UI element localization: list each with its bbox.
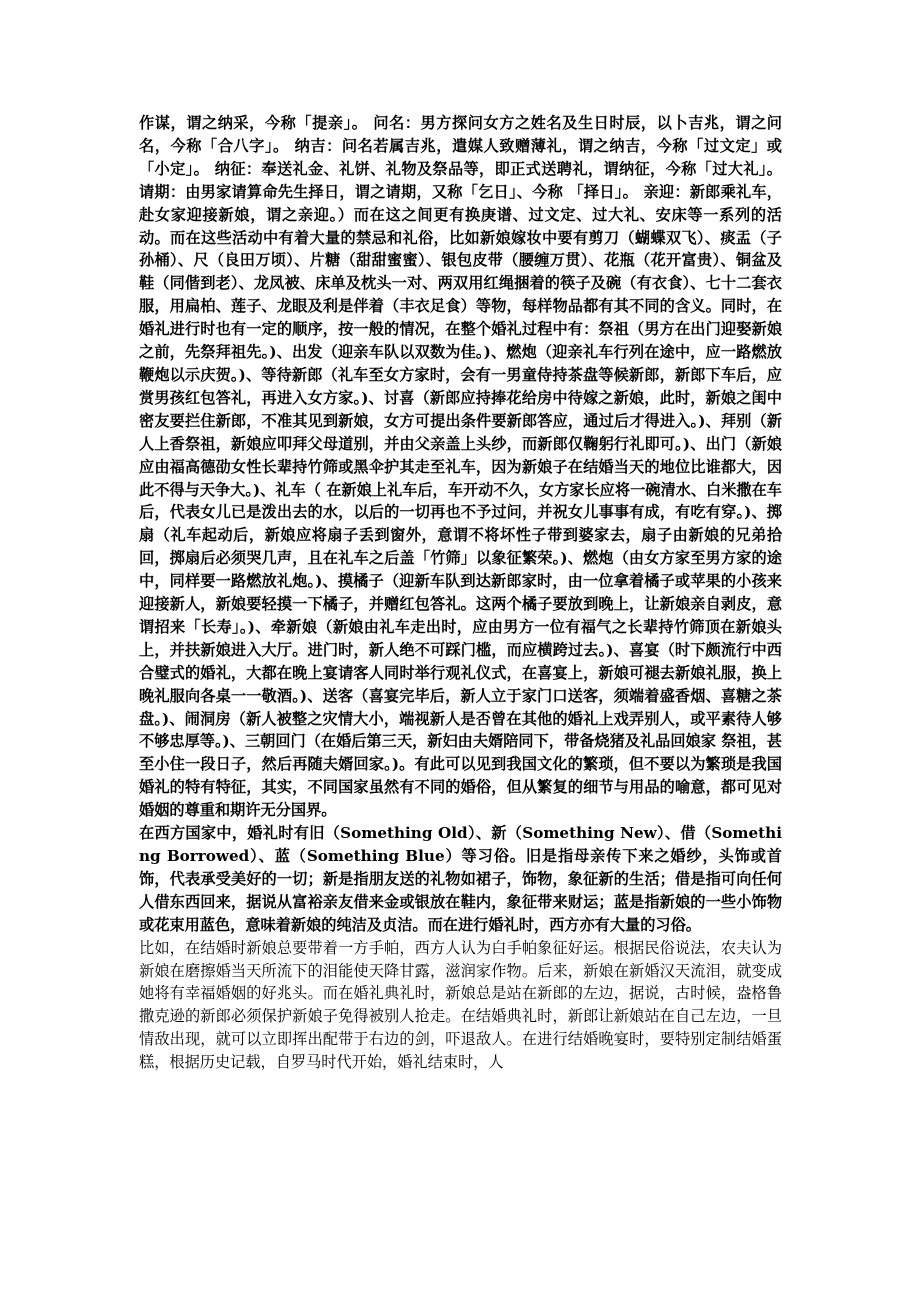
- paragraph-chinese-wedding-customs: 作谋，谓之纳采，今称「提亲」。 问名：男方探问女方之姓名及生日时辰，以卜吉兆，谓之问名，今称「合八字」。 纳吉：问名若属吉兆，遣媒人致赠薄礼，谓之纳吉，今称「过文定」或「小定」。 纳征：奉送礼金、礼饼、礼物及祭品等，即正式送聘礼，谓纳征，今称「过大礼」。 请期：由男家请算命先生择日，谓之请期，又称「乞日」、今称 「择日」。 亲迎：新郎乘礼车，赴女家迎接新娘，谓之亲迎。）而在这之间更有换庚谱、过文定、过大礼、安床等一系列的活动。而在这些活动中有着大量的禁忌和礼俗，比如新娘嫁妆中要有剪刀（蝴蝶双飞）、痰盂（子孙桶）、尺（良田万顷）、片糖（甜甜蜜蜜）、银包皮带（腰缠万贯）、花瓶（花开富贵）、铜盆及鞋（同偕到老）、龙凤被、床单及枕头一对、两双用红绳捆着的筷子及碗（有衣食）、七十二套衣服，用扁柏、莲子、龙眼及利是伴着（丰衣足食）等物，每样物品都有其不同的含义。同时，在婚礼进行时也有一定的顺序，按一般的情况，在整个婚礼过程中有：祭祖（男方在出门迎娶新娘之前，先祭拜祖先。)、出发（迎亲车队以双数为佳。)、燃炮（迎亲礼车行列在途中，应一路燃放鞭炮以示庆贺。)、等待新郎（礼车至女方家时，会有一男童侍持茶盘等候新郎，新郎下车后，应赏男孩红包答礼，再进入女方家。)、讨喜（新郎应持捧花给房中待嫁之新娘，此时，新娘之闺中密友要拦住新郎，不准其见到新娘，女方可提出条件要新郎答应，通过后才得进入。)、拜别（新人上香祭祖，新娘应叩拜父母道别，并由父亲盖上头纱，而新郎仅鞠躬行礼即可。)、出门（新娘应由福高德劭女性长辈持竹筛或黑伞护其走至礼车，因为新娘子在结婚当天的地位比谁都大，因此不得与天争大。)、礼车（ 在新娘上礼车后，车开动不久，女方家长应将一碗清水、白米撒在车后，代表女儿已是泼出去的水，以后的一切再也不予过问，并祝女儿事事有成，有吃有穿。)、掷扇（礼车起动后，新娘应将扇子丢到窗外，意谓不将坏性子带到婆家去，扇子由新娘的兄弟拾回，掷扇后必须哭几声，且在礼车之后盖「竹筛」以象征繁荣。)、燃炮（由女方家至男方家的途中，同样要一路燃放礼炮。)、摸橘子（迎新车队到达新郎家时，由一位拿着橘子或苹果的小孩来迎接新人，新娘要轻摸一下橘子，并赠红包答礼。这两个橘子要放到晚上，让新娘亲自剥皮，意谓招来「长寿」。)、牵新娘（新娘由礼车走出时，应由男方一位有福气之长辈持竹筛顶在新娘头上，并扶新娘进入大厅。进门时，新人绝不可踩门槛，而应横跨过去。)、喜宴（时下颇流行中西合璧式的婚礼，大都在晚上宴请客人同时举行观礼仪式，在喜宴上，新娘可褪去新娘礼服，换上晚礼服向各桌一一敬酒。)、送客（喜宴完毕后，新人立于家门口送客，须端着盛香烟、喜糖之茶盘。)、闹洞房（新人被整之灾情大小，端视新人是否曾在其他的婚礼上戏弄别人，或平素待人够不够忠厚等。)、三朝回门（在婚后第三天，新妇由夫婿陪同下，带备烧猪及礼品回娘家 祭祖，甚至小住一段日子，然后再随夫婿回家。)。有此可以见到我国文化的繁琐，但不要以为繁琐是我国婚礼的特有特征，其实，不同国家虽然有不同的婚俗，但从繁复的细节与用品的喻意，都可见对婚姻的尊重和期许无分国界。: [139, 114, 782, 820]
- paragraph-handkerchief-custom: 比如，在结婚时新娘总要带着一方手帕，西方人认为白手帕象征好运。根据民俗说法，农夫认为新娘在磨擦婚当天所流下的泪能使天降甘露，滋润家作物。后来，新娘在新婚汉天流泪，就变成她将有幸福婚姻的好兆头。而在婚礼典礼时，新娘总是站在新郎的左边，据说，古时候，盎格鲁撒克逊的新郎必须保护新娘子免得被别人抢走。在结婚典礼时，新郎让新娘站在自己左边，一旦情敌出现，就可以立即挥出配带于右边的剑，吓退敌人。在进行结婚晚宴时，要特别定制结婚蛋糕，根据历史记载，自罗马时代开始，婚礼结束时，人: [139, 938, 782, 1072]
- document-page: [139, 112, 782, 1074]
- paragraph-western-wedding-customs: 在西方国家中，婚礼时有旧（Something Old）、新（Something New）、借（Something Borrowed）、蓝（Something Blue）等习俗。旧是指母亲传下来之婚纱，头饰或首饰，代表承受美好的一切；新是指朋友送的礼物如裙子，饰物，象征新的生活；借是指可向任何人借东西回来，据说从富裕亲友借来金或银放在鞋内，象征带来财运；蓝是指新娘的一些小饰物或花束用蓝色，意味着新娘的纯洁及贞洁。而在进行婚礼时，西方亦有大量的习俗。: [139, 824, 782, 934]
